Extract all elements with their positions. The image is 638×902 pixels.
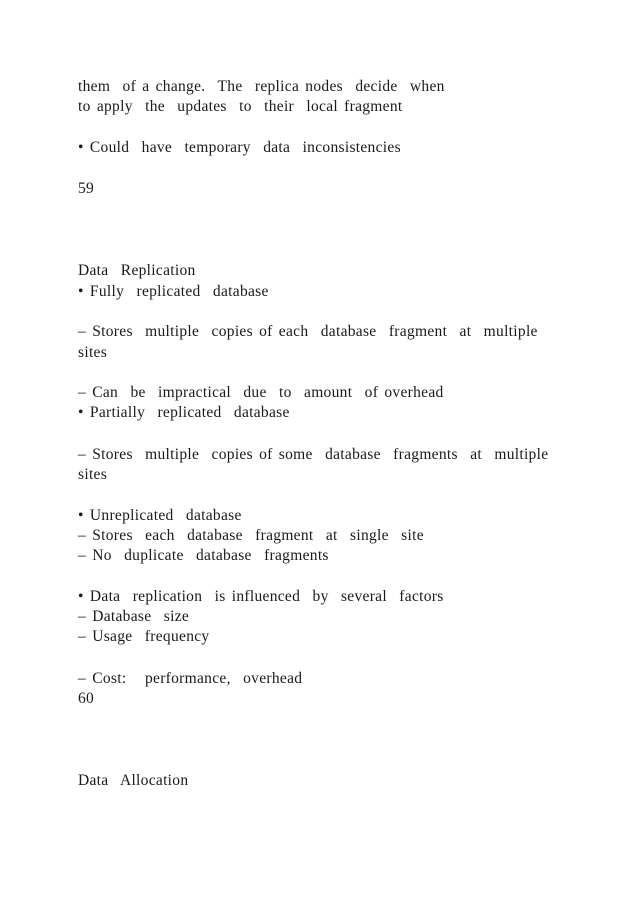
text-line: to apply the updates to their local fragment	[78, 98, 403, 115]
text-line: sites	[78, 344, 108, 361]
section-heading: Data Allocation	[78, 772, 189, 789]
dash-item: – Cost: performance, overhead	[78, 670, 303, 687]
bullet-item: • Could have temporary data inconsistencies	[78, 139, 401, 156]
section-heading: Data Replication	[78, 262, 196, 279]
dash-item: – Can be impractical due to amount of overhead	[78, 384, 444, 401]
dash-item: – Stores each database fragment at single site	[78, 527, 424, 544]
bullet-item: • Fully replicated database	[78, 283, 269, 300]
bullet-item: • Unreplicated database	[78, 507, 242, 524]
dash-item: – No duplicate database fragments	[78, 547, 329, 564]
page-number: 59	[78, 180, 95, 197]
dash-item: – Stores multiple copies of some database fragments at multiple	[78, 446, 549, 463]
bullet-item: • Data replication is influenced by several factors	[78, 588, 444, 605]
text-line: them of a change. The replica nodes decide when	[78, 78, 445, 95]
dash-item: – Stores multiple copies of each database fragment at multiple	[78, 323, 538, 340]
page-number: 60	[78, 690, 95, 707]
dash-item: – Database size	[78, 608, 190, 625]
dash-item: – Usage frequency	[78, 628, 210, 645]
bullet-item: • Partially replicated database	[78, 404, 290, 421]
text-line: sites	[78, 466, 108, 483]
